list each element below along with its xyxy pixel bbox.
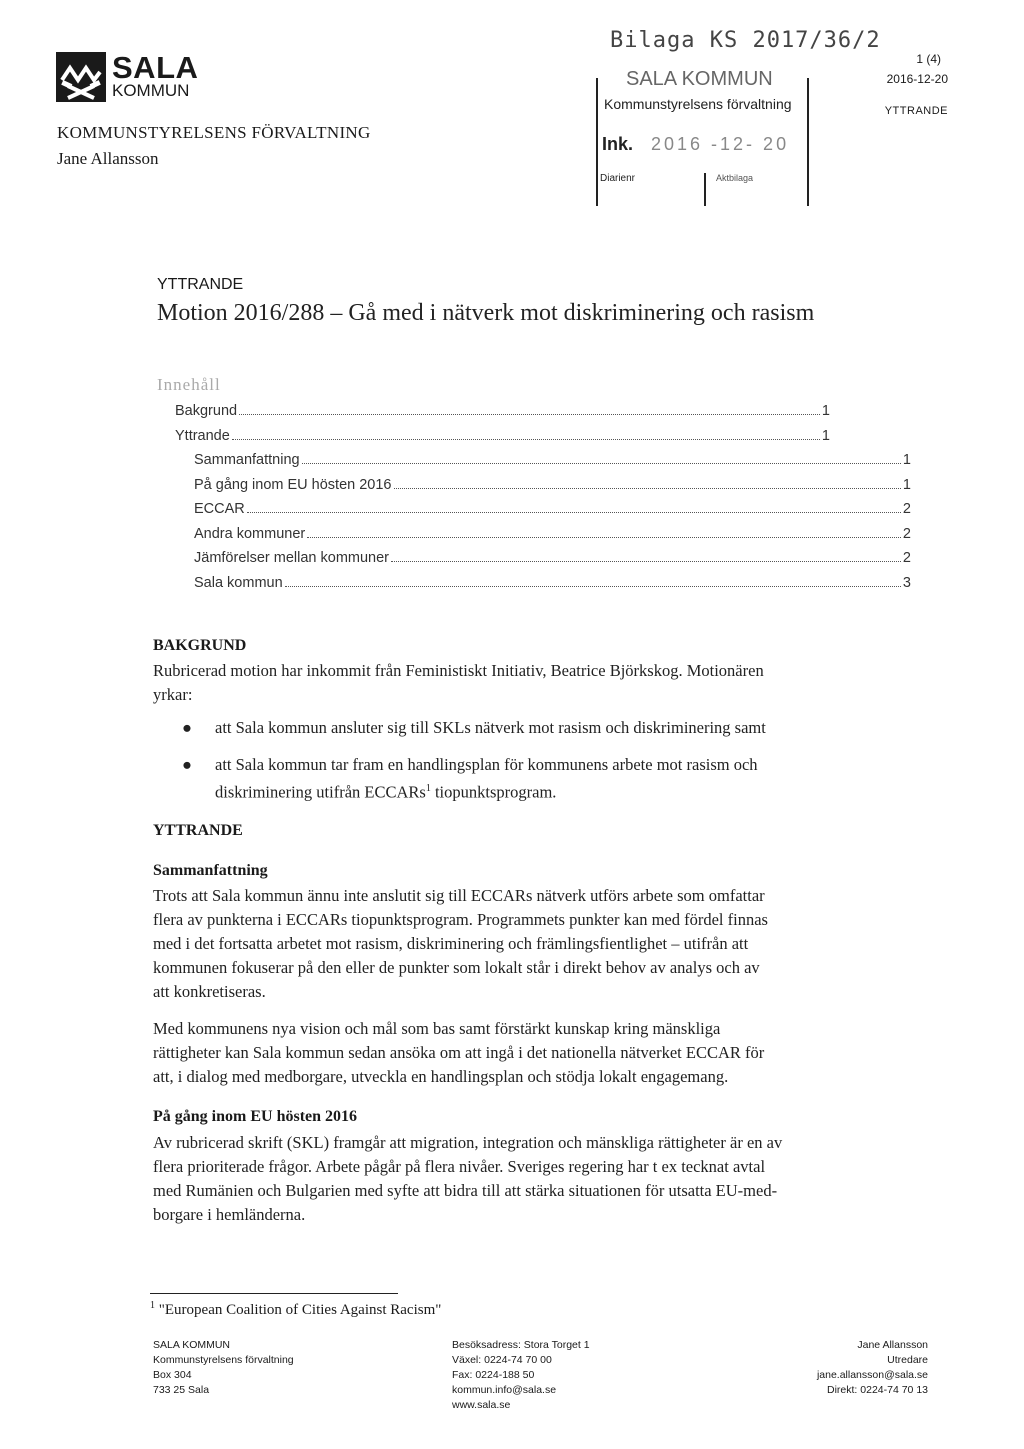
toc-item[interactable] — [194, 575, 911, 591]
toc-item-page: 1 — [821, 428, 830, 444]
author-name: Jane Allansson — [57, 149, 159, 168]
stamp-org: SALA KOMMUN — [626, 68, 773, 90]
toc-item-label: På gång inom EU hösten 2016 — [194, 477, 392, 493]
text-line: med Rumänien och Bulgarien med syfte att bidra till att stärka situationen för utsatta EU-med- — [153, 1181, 778, 1200]
toc-item-label: Jämförelser mellan kommuner — [194, 550, 390, 566]
text-line: borgare i hemländerna. — [153, 1205, 306, 1224]
toc-item-page: 2 — [902, 501, 911, 517]
footer-website-link[interactable]: www.sala.se — [452, 1399, 511, 1411]
footer-email-link[interactable]: jane.allansson@sala.se — [816, 1369, 928, 1381]
footnote — [150, 1300, 441, 1319]
stamp-border-left — [596, 78, 598, 206]
toc-dots — [391, 561, 901, 562]
toc-item-label: Yttrande — [175, 428, 230, 444]
toc-item-page: 3 — [902, 575, 911, 591]
toc-item-label: Sammanfattning — [194, 452, 300, 468]
footer-line: SALA KOMMUN — [153, 1339, 231, 1351]
toc-item-label: Bakgrund — [175, 403, 238, 419]
footer-line: Fax: 0224-188 50 — [452, 1369, 535, 1381]
department-name: KOMMUNSTYRELSENS FÖRVALTNING — [57, 123, 371, 142]
toc-dots — [247, 512, 901, 513]
toc-dots — [232, 439, 820, 440]
sala-kommun-logo-icon — [56, 52, 106, 102]
eu-paragraph — [153, 1131, 893, 1227]
text-line: Av rubricerad skrift (SKL) framgår att migration, integration och mänskliga rättigheter är en av — [153, 1133, 783, 1152]
toc-heading: Innehåll — [157, 375, 221, 394]
sammanfattning-paragraph-2 — [153, 1017, 893, 1089]
footer-line: Jane Allansson — [857, 1339, 928, 1351]
footnote-ref[interactable]: 1 — [425, 783, 431, 794]
text-line: flera prioriterade frågor. Arbete pågår på flera nivåer. Sveriges regering har t ex tecknat avtal — [153, 1157, 766, 1176]
toc-item-page: 1 — [902, 452, 911, 468]
document-date: 2016-12-20 — [886, 72, 948, 86]
stamp-aktbilaga-label: Aktbilaga — [716, 173, 754, 183]
toc-item-page: 1 — [902, 477, 911, 493]
text-line: kommunen fokuserar på den eller de punkter som lokalt står i direkt behov av analys och av — [153, 958, 760, 977]
toc-item[interactable] — [194, 477, 911, 493]
toc-item-label: Sala kommun — [194, 575, 283, 591]
footer-line: Box 304 — [153, 1369, 192, 1381]
bakgrund-heading: BAKGRUND — [153, 637, 247, 654]
footer-email-link[interactable]: kommun.info@sala.se — [452, 1384, 557, 1396]
text-line: med i det fortsatta arbetet mot rasism, diskriminering och främlingsfientlighet – utifrån att — [153, 934, 749, 953]
text-line: yrkar: — [153, 685, 193, 704]
text-line: att konkretiseras. — [153, 982, 266, 1001]
logo-subtitle: KOMMUN — [112, 81, 190, 100]
toc-item[interactable] — [194, 501, 911, 517]
text-line: rättigheter kan Sala kommun sedan ansöka om att ingå i det nationella nätverket ECCAR för — [153, 1043, 765, 1062]
toc-item[interactable] — [194, 550, 911, 566]
toc-item[interactable] — [194, 452, 911, 468]
sammanfattning-paragraph-1 — [153, 884, 893, 1004]
bullet-dot-icon: ● — [182, 718, 192, 737]
footnote-number: 1 — [150, 1300, 155, 1311]
eu-heading: På gång inom EU hösten 2016 — [153, 1108, 358, 1125]
footer-line: Växel: 0224-74 70 00 — [452, 1354, 552, 1366]
toc-item[interactable] — [175, 428, 830, 444]
footer-line: Besöksadress: Stora Torget 1 — [452, 1339, 590, 1351]
bullet-text-part: diskriminering utifrån ECCARs — [215, 782, 426, 802]
footer-contact — [452, 1338, 590, 1413]
toc-dots — [239, 414, 820, 415]
bullet-text: att Sala kommun ansluter sig till SKLs nätverk mot rasism och diskriminering samt — [215, 718, 766, 737]
footer-line: 733 25 Sala — [153, 1384, 210, 1396]
bullet-item — [182, 753, 915, 805]
toc-item-page: 2 — [902, 526, 911, 542]
text-line: Rubricerad motion har inkommit från Feministiskt Initiativ, Beatrice Björkskog. Motionären — [153, 661, 764, 680]
bullet-dot-icon: ● — [182, 755, 192, 774]
section-label: YTTRANDE — [157, 276, 244, 293]
footer-line: Utredare — [887, 1354, 928, 1366]
document-type: YTTRANDE — [884, 105, 948, 117]
stamp-divider — [704, 173, 706, 206]
footer-address — [153, 1338, 294, 1398]
bullet-item — [182, 716, 915, 740]
bilaga-reference: Bilaga KS 2017/36/2 — [610, 28, 881, 53]
stamp-border-right — [807, 78, 809, 206]
stamp-date: 2016 -12- 20 — [651, 134, 790, 154]
toc-item[interactable] — [194, 526, 911, 542]
toc-item[interactable] — [175, 403, 830, 419]
footnote-text: "European Coalition of Cities Against Racism" — [155, 1302, 442, 1318]
footer-line: Kommunstyrelsens förvaltning — [153, 1354, 294, 1366]
toc-item-label: ECCAR — [194, 501, 245, 517]
stamp-dept: Kommunstyrelsens förvaltning — [604, 96, 792, 112]
toc-item-page: 1 — [821, 403, 830, 419]
yttrande-heading: YTTRANDE — [153, 822, 243, 839]
page-info: 1 (4) — [916, 52, 941, 66]
footer-author — [817, 1338, 928, 1398]
toc-dots — [394, 488, 901, 489]
bakgrund-paragraph — [153, 659, 893, 707]
toc-item-page: 2 — [902, 550, 911, 566]
toc-item-label: Andra kommuner — [194, 526, 306, 542]
bullet-text-cont — [215, 777, 915, 805]
toc-dots — [302, 463, 901, 464]
sammanfattning-heading: Sammanfattning — [153, 862, 268, 879]
text-line: flera av punkterna i ECCARs tiopunktsprogram. Programmets punkter kan med fördel finnas — [153, 910, 768, 929]
toc-dots — [285, 586, 901, 587]
bullet-text: att Sala kommun tar fram en handlingsplan för kommunens arbete mot rasism och — [215, 755, 758, 774]
stamp-diarienr-label: Diarienr — [600, 173, 636, 184]
bullet-text-part: tiopunktsprogram. — [430, 782, 557, 802]
footer-line: Direkt: 0224-74 70 13 — [827, 1384, 928, 1396]
text-line: Med kommunens nya vision och mål som bas samt förstärkt kunskap kring mänskliga — [153, 1019, 721, 1038]
received-stamp — [596, 68, 809, 206]
toc-dots — [307, 537, 901, 538]
text-line: att, i dialog med medborgare, utveckla en handlingsplan och stödja lokalt engagemang. — [153, 1067, 729, 1086]
text-line: Trots att Sala kommun ännu inte anslutit sig till ECCARs nätverk utförs arbete som omfattar — [153, 886, 765, 905]
footnote-divider — [150, 1293, 398, 1294]
logo-name: SALA — [112, 50, 199, 85]
page-title: Motion 2016/288 – Gå med i nätverk mot diskriminering och rasism — [157, 300, 815, 326]
stamp-ink-label: Ink. — [602, 134, 634, 154]
